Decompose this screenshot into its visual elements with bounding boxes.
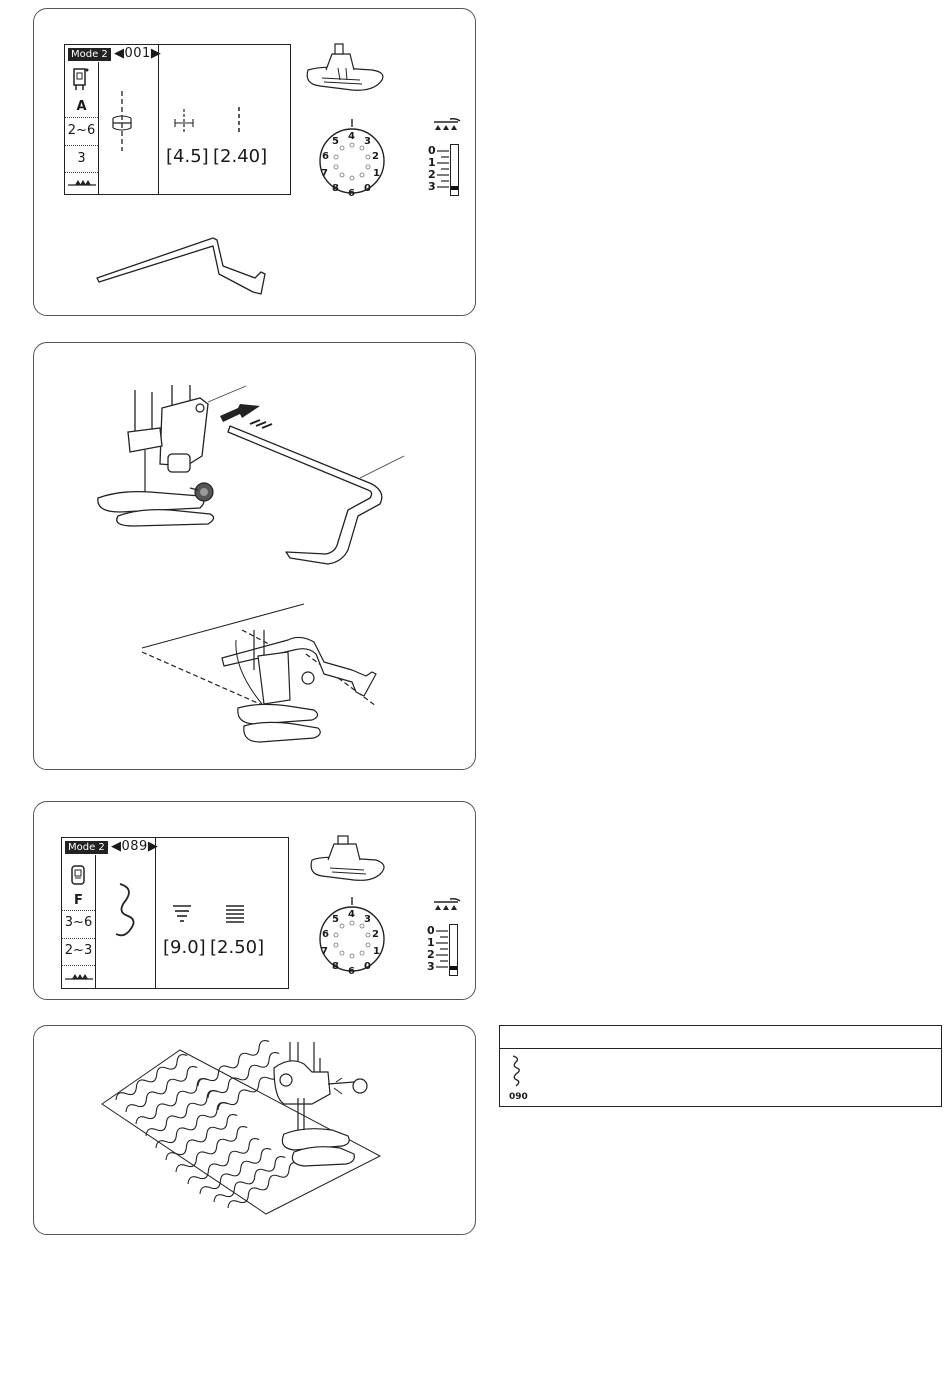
table-header-row — [500, 1026, 941, 1049]
lcd-inner-divider — [155, 838, 156, 988]
stitch-length-value: [2.50] — [210, 937, 265, 958]
pattern-number: ◀089▶ — [111, 839, 159, 854]
pressure-value: 3 — [77, 151, 86, 166]
scale-label: 3 — [427, 960, 435, 973]
stitch-preview-serpentine — [112, 882, 138, 938]
dial-number: 0 — [364, 183, 371, 194]
feed-dog-scale — [449, 924, 458, 976]
dial-number: 8 — [332, 183, 339, 194]
divider — [62, 965, 95, 966]
scale-indicator — [450, 966, 457, 970]
scale-label: 0 — [428, 144, 436, 157]
stitch-width-value: [9.0] — [163, 937, 206, 958]
dial-number: 7 — [321, 946, 328, 957]
presser-foot-icon — [69, 864, 89, 894]
dial-number: 0 — [364, 961, 371, 972]
mode-badge: Mode 2 — [68, 48, 111, 61]
dial-number: 5 — [332, 136, 339, 147]
pattern-number-label: 090 — [509, 1092, 528, 1102]
feed-dog-scale — [450, 144, 459, 196]
divider — [65, 172, 98, 173]
dial-number: 6 — [348, 188, 355, 199]
stitch-preview-straight — [109, 91, 135, 151]
divider — [65, 117, 98, 118]
stitch-width-icon — [173, 109, 195, 133]
dial-number: 3 — [364, 914, 371, 925]
stitch-length-value: [2.40] — [213, 146, 268, 167]
scale-label: 2 — [428, 168, 436, 181]
stitch-length-icon — [226, 904, 244, 924]
serpentine-fabric-illustration — [98, 1038, 388, 1214]
pattern-number: ◀001▶ — [114, 46, 162, 61]
scale-label: 1 — [428, 156, 436, 169]
dial-number: 1 — [373, 168, 380, 179]
dial-number: 6 — [348, 966, 355, 977]
dial-number: 3 — [364, 136, 371, 147]
dial-number: 4 — [348, 131, 355, 142]
scale-ticks — [436, 925, 450, 975]
stitch-length-icon — [235, 107, 243, 133]
pattern-number-value: 001 — [124, 46, 151, 61]
pattern-number-value: 089 — [121, 839, 148, 854]
presser-foot-guide-illustration — [90, 380, 410, 580]
foot-letter: A — [76, 99, 87, 114]
scale-label: 0 — [427, 924, 435, 937]
feed-dog-icon — [67, 178, 97, 188]
feed-dog-scale-icon — [432, 898, 462, 912]
dial-number: 2 — [372, 151, 379, 162]
pressure-value: 2~3 — [64, 943, 93, 958]
scale-label: 2 — [427, 948, 435, 961]
dial-number: 8 — [332, 961, 339, 972]
tension-range: 3~6 — [64, 915, 93, 930]
divider — [62, 910, 95, 911]
scale-ticks — [437, 145, 451, 195]
dial-number: 6 — [322, 151, 329, 162]
presser-foot-a-illustration — [302, 40, 390, 98]
divider — [62, 938, 95, 939]
scale-label: 1 — [427, 936, 435, 949]
tension-range: 2~6 — [67, 123, 96, 138]
mode-badge: Mode 2 — [65, 841, 108, 854]
feed-dog-scale-icon — [432, 118, 462, 132]
feed-dog-icon — [64, 972, 94, 982]
stitch-width-value: [4.5] — [166, 146, 209, 167]
dial-number: 7 — [321, 168, 328, 179]
scale-indicator — [451, 186, 458, 190]
presser-foot-f-illustration — [306, 832, 390, 890]
dial-number: 5 — [332, 914, 339, 925]
dial-number: 6 — [322, 929, 329, 940]
presser-foot-icon — [71, 67, 91, 97]
serpentine-pattern-icon — [510, 1054, 522, 1088]
pattern-reference-table — [499, 1025, 942, 1107]
lcd-inner-divider — [158, 45, 159, 194]
dial-number: 2 — [372, 929, 379, 940]
foot-letter: F — [74, 893, 83, 908]
lcd-screen-089 — [61, 837, 289, 989]
scale-label: 3 — [428, 180, 436, 193]
quilting-sewing-illustration — [138, 600, 388, 760]
dial-number: 1 — [373, 946, 380, 957]
dial-number: 4 — [348, 909, 355, 920]
lcd-screen-001 — [64, 44, 291, 195]
quilting-guide-bar — [95, 230, 275, 300]
stitch-width-icon — [173, 904, 191, 924]
divider — [65, 145, 98, 146]
